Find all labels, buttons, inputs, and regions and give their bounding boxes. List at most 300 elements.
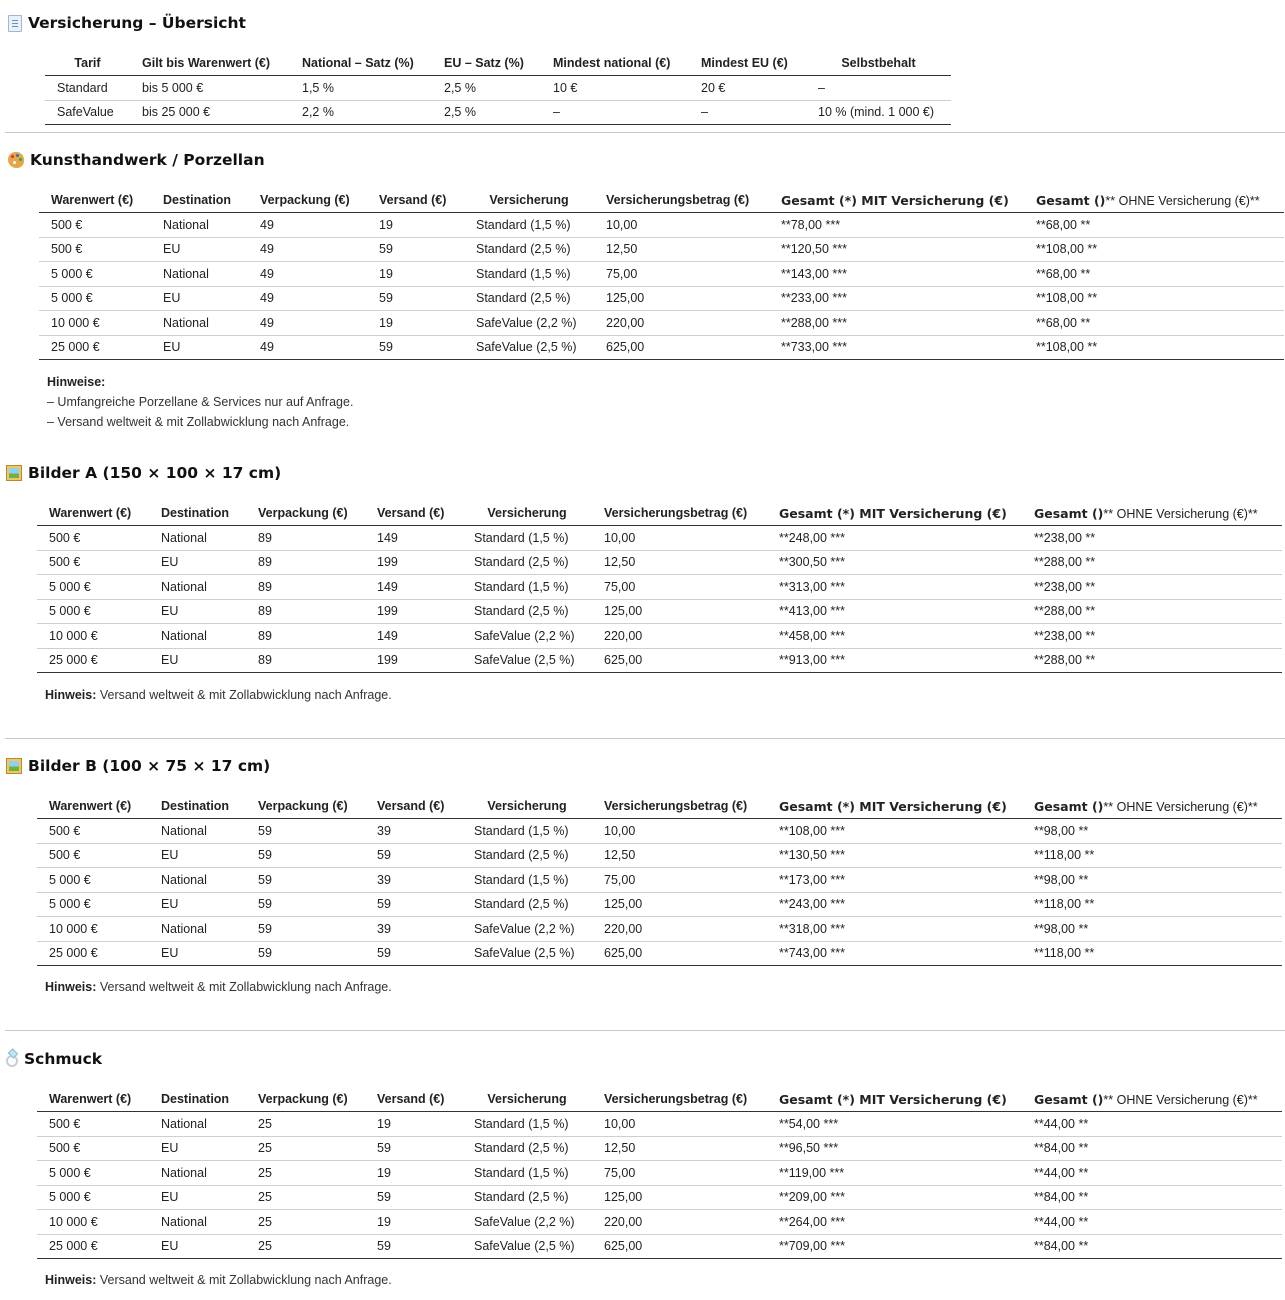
table-cell: **78,00 *** [769, 213, 1024, 238]
table-row [37, 868, 1282, 893]
table-cell: 500 € [37, 1136, 149, 1161]
table-cell: **98,00 ** [1022, 917, 1282, 942]
table-cell: 149 [365, 624, 462, 649]
table-cell: 10 € [541, 76, 689, 101]
table-cell: National [149, 819, 246, 844]
col-header-rest: ** OHNE Versicherung (€)** [1103, 1092, 1258, 1107]
table-cell: Standard (1,5 %) [462, 526, 592, 551]
table-cell: 25 000 € [37, 648, 149, 673]
table-cell: **243,00 *** [767, 892, 1022, 917]
table-cell: EU [149, 843, 246, 868]
notes-block [47, 372, 353, 432]
table-cell: 59 [365, 892, 462, 917]
price-table [39, 188, 1284, 360]
table-cell: **238,00 ** [1022, 526, 1282, 551]
table-cell: Standard (2,5 %) [462, 843, 592, 868]
col-header: Selbstbehalt [806, 51, 951, 76]
insurance-title: Versicherung – Übersicht [28, 14, 246, 32]
table-cell: National [149, 624, 246, 649]
table-cell: bis 25 000 € [130, 100, 290, 125]
table-cell: 625,00 [594, 335, 769, 360]
table-row [37, 1112, 1282, 1137]
table-header-row [37, 1087, 1282, 1112]
price-table [37, 794, 1282, 966]
table-cell: 59 [246, 917, 365, 942]
section-title: Bilder B (100 × 75 × 17 cm) [28, 757, 271, 775]
hint-line [45, 1270, 392, 1290]
table-cell: 5 000 € [37, 892, 149, 917]
table-cell: Standard (1,5 %) [462, 1161, 592, 1186]
table-cell: EU [149, 1234, 246, 1259]
table-cell: 500 € [37, 1112, 149, 1137]
table-cell: 625,00 [592, 941, 767, 966]
table-cell: **288,00 ** [1022, 648, 1282, 673]
col-header: National – Satz (%) [290, 51, 432, 76]
table-cell: 39 [365, 868, 462, 893]
table-cell: EU [149, 1185, 246, 1210]
table-cell: 220,00 [594, 311, 769, 336]
table-cell: 39 [365, 819, 462, 844]
table-cell: 39 [365, 917, 462, 942]
table-row [37, 892, 1282, 917]
table-cell: SafeValue (2,5 %) [462, 648, 592, 673]
table-row [39, 311, 1284, 336]
table-row [37, 599, 1282, 624]
table-cell: 19 [365, 1112, 462, 1137]
table-cell: National [151, 213, 248, 238]
table-cell: 12,50 [594, 237, 769, 262]
table-cell: Standard (2,5 %) [462, 550, 592, 575]
table-cell: 125,00 [592, 599, 767, 624]
table-cell: 5 000 € [37, 1161, 149, 1186]
framed-picture-icon [6, 758, 22, 774]
table-cell: Standard (2,5 %) [462, 1185, 592, 1210]
col-header: Versicherung [462, 1087, 592, 1112]
table-cell: SafeValue (2,2 %) [462, 1210, 592, 1235]
col-header: Gesamt (*) MIT Versicherung (€) [767, 794, 1022, 819]
table-cell: National [149, 526, 246, 551]
table-cell: 500 € [37, 843, 149, 868]
table-cell: **118,00 ** [1022, 941, 1282, 966]
table-cell: **84,00 ** [1022, 1136, 1282, 1161]
table-cell: EU [151, 237, 248, 262]
table-cell: 89 [246, 550, 365, 575]
table-cell: 625,00 [592, 1234, 767, 1259]
table-cell: 25 [246, 1161, 365, 1186]
table-cell: **68,00 ** [1024, 311, 1284, 336]
hint-label: Hinweis: [45, 980, 97, 994]
col-header-bold: Gesamt () [1034, 505, 1104, 521]
col-header: Versicherungsbetrag (€) [592, 794, 767, 819]
col-header [1022, 501, 1282, 526]
table-row [37, 624, 1282, 649]
table-cell: 10 000 € [37, 917, 149, 942]
table-cell: 25 [246, 1112, 365, 1137]
table-cell: National [149, 1161, 246, 1186]
table-cell: EU [149, 941, 246, 966]
table-cell: Standard (1,5 %) [464, 262, 594, 287]
table-cell: **248,00 *** [767, 526, 1022, 551]
col-header: Versand (€) [367, 188, 464, 213]
table-row [37, 941, 1282, 966]
table-header-row [39, 188, 1284, 213]
table-cell: 59 [367, 335, 464, 360]
col-header-bold: Gesamt () [1034, 1091, 1104, 1107]
col-header: Gesamt (*) MIT Versicherung (€) [769, 188, 1024, 213]
table-row [37, 1185, 1282, 1210]
table-cell: 10 000 € [37, 1210, 149, 1235]
table-cell: **68,00 ** [1024, 213, 1284, 238]
table-cell: **413,00 *** [767, 599, 1022, 624]
table-cell: National [149, 1112, 246, 1137]
table-cell: **143,00 *** [769, 262, 1024, 287]
table-cell: National [151, 311, 248, 336]
table-cell: **458,00 *** [767, 624, 1022, 649]
table-cell: **709,00 *** [767, 1234, 1022, 1259]
table-row [37, 1161, 1282, 1186]
table-row [45, 76, 951, 101]
table-cell: **120,50 *** [769, 237, 1024, 262]
col-header: Destination [149, 794, 246, 819]
table-cell: National [149, 1210, 246, 1235]
table-cell: 49 [248, 237, 367, 262]
table-cell: EU [149, 892, 246, 917]
table-cell: SafeValue (2,5 %) [464, 335, 594, 360]
table-cell: 89 [246, 599, 365, 624]
col-header-rest: ** OHNE Versicherung (€)** [1103, 799, 1258, 814]
table-row [37, 917, 1282, 942]
table-cell: 500 € [37, 526, 149, 551]
table-cell: 19 [367, 262, 464, 287]
col-header [1024, 188, 1284, 213]
table-cell: 19 [365, 1161, 462, 1186]
table-cell: 25 [246, 1234, 365, 1259]
table-cell: EU [149, 1136, 246, 1161]
section-title: Bilder A (150 × 100 × 17 cm) [28, 464, 282, 482]
table-cell: 5 000 € [37, 599, 149, 624]
hint-label: Hinweis: [45, 1273, 97, 1287]
table-cell: 75,00 [594, 262, 769, 287]
table-cell: **238,00 ** [1022, 624, 1282, 649]
section-heading [8, 150, 265, 170]
table-cell: National [149, 868, 246, 893]
table-cell: EU [151, 335, 248, 360]
table-cell: **119,00 *** [767, 1161, 1022, 1186]
table-cell: 89 [246, 624, 365, 649]
table-cell: 49 [248, 311, 367, 336]
table-cell: 59 [246, 843, 365, 868]
table-cell: 89 [246, 648, 365, 673]
insurance-heading [8, 13, 246, 33]
col-header: Warenwert (€) [37, 794, 149, 819]
table-cell: 125,00 [592, 892, 767, 917]
table-row [37, 843, 1282, 868]
col-header-rest: ** OHNE Versicherung (€)** [1105, 193, 1260, 208]
table-cell: **130,50 *** [767, 843, 1022, 868]
table-cell: **264,00 *** [767, 1210, 1022, 1235]
table-cell: Standard (2,5 %) [462, 892, 592, 917]
table-cell: **98,00 ** [1022, 819, 1282, 844]
table-cell: 10 % (mind. 1 000 €) [806, 100, 951, 125]
col-header: Destination [149, 1087, 246, 1112]
table-row [39, 213, 1284, 238]
divider [5, 1030, 1285, 1031]
table-cell: Standard (1,5 %) [462, 1112, 592, 1137]
table-cell: **118,00 ** [1022, 843, 1282, 868]
table-cell: 500 € [37, 550, 149, 575]
table-cell: 2,5 % [432, 100, 541, 125]
divider [5, 738, 1285, 739]
table-row [37, 526, 1282, 551]
table-cell: 59 [365, 1136, 462, 1161]
col-header: Warenwert (€) [37, 501, 149, 526]
table-cell: SafeValue (2,5 %) [462, 941, 592, 966]
table-cell: 25 [246, 1210, 365, 1235]
table-cell: Standard (2,5 %) [462, 1136, 592, 1161]
table-cell: 25 [246, 1185, 365, 1210]
table-cell: 2,5 % [432, 76, 541, 101]
table-cell: 10,00 [592, 1112, 767, 1137]
table-cell: **238,00 ** [1022, 575, 1282, 600]
table-cell: 220,00 [592, 1210, 767, 1235]
table-cell: **118,00 ** [1022, 892, 1282, 917]
table-header-row [45, 51, 951, 76]
table-cell: EU [149, 599, 246, 624]
table-cell: 10,00 [592, 819, 767, 844]
table-header-row [37, 501, 1282, 526]
table-cell: 10 000 € [39, 311, 151, 336]
table-cell: 59 [246, 868, 365, 893]
table-cell: **288,00 *** [769, 311, 1024, 336]
section-title: Kunsthandwerk / Porzellan [30, 151, 265, 169]
table-cell: **44,00 ** [1022, 1112, 1282, 1137]
table-row [39, 262, 1284, 287]
table-row [37, 648, 1282, 673]
table-cell: bis 5 000 € [130, 76, 290, 101]
table-cell: EU [151, 286, 248, 311]
table-cell: 1,5 % [290, 76, 432, 101]
table-cell: 5 000 € [39, 262, 151, 287]
table-cell: National [149, 917, 246, 942]
price-table [37, 1087, 1282, 1259]
col-header: Versand (€) [365, 1087, 462, 1112]
table-cell: 75,00 [592, 1161, 767, 1186]
col-header-rest: ** OHNE Versicherung (€)** [1103, 506, 1258, 521]
col-header: Mindest EU (€) [689, 51, 806, 76]
col-header: EU – Satz (%) [432, 51, 541, 76]
col-header: Warenwert (€) [37, 1087, 149, 1112]
table-cell: 220,00 [592, 624, 767, 649]
table-cell: **108,00 ** [1024, 237, 1284, 262]
col-header: Versicherungsbetrag (€) [592, 1087, 767, 1112]
table-cell: 2,2 % [290, 100, 432, 125]
table-cell: 19 [367, 213, 464, 238]
table-cell: **108,00 *** [767, 819, 1022, 844]
table-cell: **173,00 *** [767, 868, 1022, 893]
col-header: Mindest national (€) [541, 51, 689, 76]
table-cell: **96,50 *** [767, 1136, 1022, 1161]
col-header: Tarif [45, 51, 130, 76]
table-cell: – [689, 100, 806, 125]
table-cell: **209,00 *** [767, 1185, 1022, 1210]
table-cell: 59 [365, 1185, 462, 1210]
col-header: Versand (€) [365, 794, 462, 819]
table-cell: 49 [248, 335, 367, 360]
col-header: Gesamt (*) MIT Versicherung (€) [767, 501, 1022, 526]
col-header: Verpackung (€) [248, 188, 367, 213]
table-cell: 12,50 [592, 1136, 767, 1161]
col-header [1022, 1087, 1282, 1112]
table-cell: 59 [367, 237, 464, 262]
table-cell: Standard (2,5 %) [462, 599, 592, 624]
col-header: Gesamt (*) MIT Versicherung (€) [767, 1087, 1022, 1112]
table-cell: **300,50 *** [767, 550, 1022, 575]
table-cell: **54,00 *** [767, 1112, 1022, 1137]
col-header: Versand (€) [365, 501, 462, 526]
table-cell: **233,00 *** [769, 286, 1024, 311]
framed-picture-icon [6, 465, 22, 481]
table-cell: EU [149, 648, 246, 673]
table-cell: 59 [246, 892, 365, 917]
col-header: Versicherung [462, 501, 592, 526]
table-cell: 625,00 [592, 648, 767, 673]
col-header: Gilt bis Warenwert (€) [130, 51, 290, 76]
col-header: Verpackung (€) [246, 1087, 365, 1112]
table-cell: 12,50 [592, 843, 767, 868]
table-cell: 75,00 [592, 868, 767, 893]
section-heading [6, 1049, 102, 1069]
hint-text: Versand weltweit & mit Zollabwicklung nach Anfrage. [96, 688, 392, 702]
table-cell: 125,00 [592, 1185, 767, 1210]
table-cell: 5 000 € [37, 868, 149, 893]
table-cell: Standard [45, 76, 130, 101]
table-cell: 89 [246, 575, 365, 600]
table-cell: **733,00 *** [769, 335, 1024, 360]
table-cell: 199 [365, 648, 462, 673]
table-row [37, 550, 1282, 575]
table-cell: SafeValue (2,2 %) [462, 624, 592, 649]
table-cell: 59 [365, 843, 462, 868]
table-cell: SafeValue (2,5 %) [462, 1234, 592, 1259]
table-row [39, 286, 1284, 311]
palette-icon [8, 152, 24, 168]
table-cell: **743,00 *** [767, 941, 1022, 966]
table-cell: Standard (2,5 %) [464, 237, 594, 262]
table-cell: **98,00 ** [1022, 868, 1282, 893]
table-cell: 5 000 € [39, 286, 151, 311]
table-cell: **288,00 ** [1022, 599, 1282, 624]
table-cell: Standard (1,5 %) [462, 819, 592, 844]
col-header: Versicherungsbetrag (€) [594, 188, 769, 213]
table-cell: **68,00 ** [1024, 262, 1284, 287]
table-cell: SafeValue [45, 100, 130, 125]
receipt-icon [8, 15, 22, 32]
table-cell: SafeValue (2,2 %) [464, 311, 594, 336]
table-row [39, 237, 1284, 262]
insurance-table [45, 51, 951, 125]
divider [5, 132, 1285, 133]
col-header: Destination [149, 501, 246, 526]
table-cell: 59 [246, 819, 365, 844]
table-cell: 19 [367, 311, 464, 336]
note-line: – Umfangreiche Porzellane & Services nur auf Anfrage. [47, 395, 354, 409]
table-cell: – [806, 76, 951, 101]
col-header-bold: Gesamt () [1034, 798, 1104, 814]
table-cell: **318,00 *** [767, 917, 1022, 942]
table-row [37, 575, 1282, 600]
table-cell: National [149, 575, 246, 600]
table-cell: 75,00 [592, 575, 767, 600]
table-cell: **44,00 ** [1022, 1161, 1282, 1186]
table-cell: Standard (1,5 %) [462, 575, 592, 600]
table-row [37, 1210, 1282, 1235]
table-cell: – [541, 100, 689, 125]
table-cell: 500 € [37, 819, 149, 844]
notes-title: Hinweise: [47, 375, 106, 389]
table-cell: 25 000 € [37, 1234, 149, 1259]
table-cell: 59 [367, 286, 464, 311]
table-cell: 89 [246, 526, 365, 551]
hint-line [45, 685, 392, 705]
note-line: – Versand weltweit & mit Zollabwicklung nach Anfrage. [47, 415, 350, 429]
table-cell: Standard (2,5 %) [464, 286, 594, 311]
table-cell: 5 000 € [37, 1185, 149, 1210]
section-title: Schmuck [24, 1050, 103, 1068]
table-cell: 125,00 [594, 286, 769, 311]
price-table [37, 501, 1282, 673]
col-header: Verpackung (€) [246, 501, 365, 526]
hint-label: Hinweis: [45, 688, 97, 702]
table-cell: **84,00 ** [1022, 1185, 1282, 1210]
col-header: Versicherung [464, 188, 594, 213]
ring-icon [6, 1055, 18, 1067]
table-cell: **313,00 *** [767, 575, 1022, 600]
table-cell: **84,00 ** [1022, 1234, 1282, 1259]
col-header: Versicherung [462, 794, 592, 819]
table-row [39, 335, 1284, 360]
table-cell: **288,00 ** [1022, 550, 1282, 575]
table-cell: 12,50 [592, 550, 767, 575]
table-cell: National [151, 262, 248, 287]
table-cell: 10,00 [592, 526, 767, 551]
table-cell: 220,00 [592, 917, 767, 942]
col-header-bold: Gesamt () [1036, 192, 1106, 208]
table-cell: 59 [246, 941, 365, 966]
table-cell: 149 [365, 526, 462, 551]
table-header-row [37, 794, 1282, 819]
table-cell: 25 [246, 1136, 365, 1161]
hint-text: Versand weltweit & mit Zollabwicklung nach Anfrage. [96, 980, 392, 994]
table-cell: 10,00 [594, 213, 769, 238]
table-cell: 59 [365, 1234, 462, 1259]
table-cell: SafeValue (2,2 %) [462, 917, 592, 942]
table-cell: 500 € [39, 237, 151, 262]
col-header: Verpackung (€) [246, 794, 365, 819]
table-cell: 19 [365, 1210, 462, 1235]
table-cell: Standard (1,5 %) [462, 868, 592, 893]
section-heading [6, 756, 270, 776]
table-cell: 10 000 € [37, 624, 149, 649]
hint-text: Versand weltweit & mit Zollabwicklung nach Anfrage. [96, 1273, 392, 1287]
table-cell: 49 [248, 286, 367, 311]
section-heading [6, 463, 281, 483]
table-cell: **108,00 ** [1024, 286, 1284, 311]
table-cell: 25 000 € [37, 941, 149, 966]
table-cell: 20 € [689, 76, 806, 101]
col-header [1022, 794, 1282, 819]
table-row [37, 1234, 1282, 1259]
table-cell: 149 [365, 575, 462, 600]
